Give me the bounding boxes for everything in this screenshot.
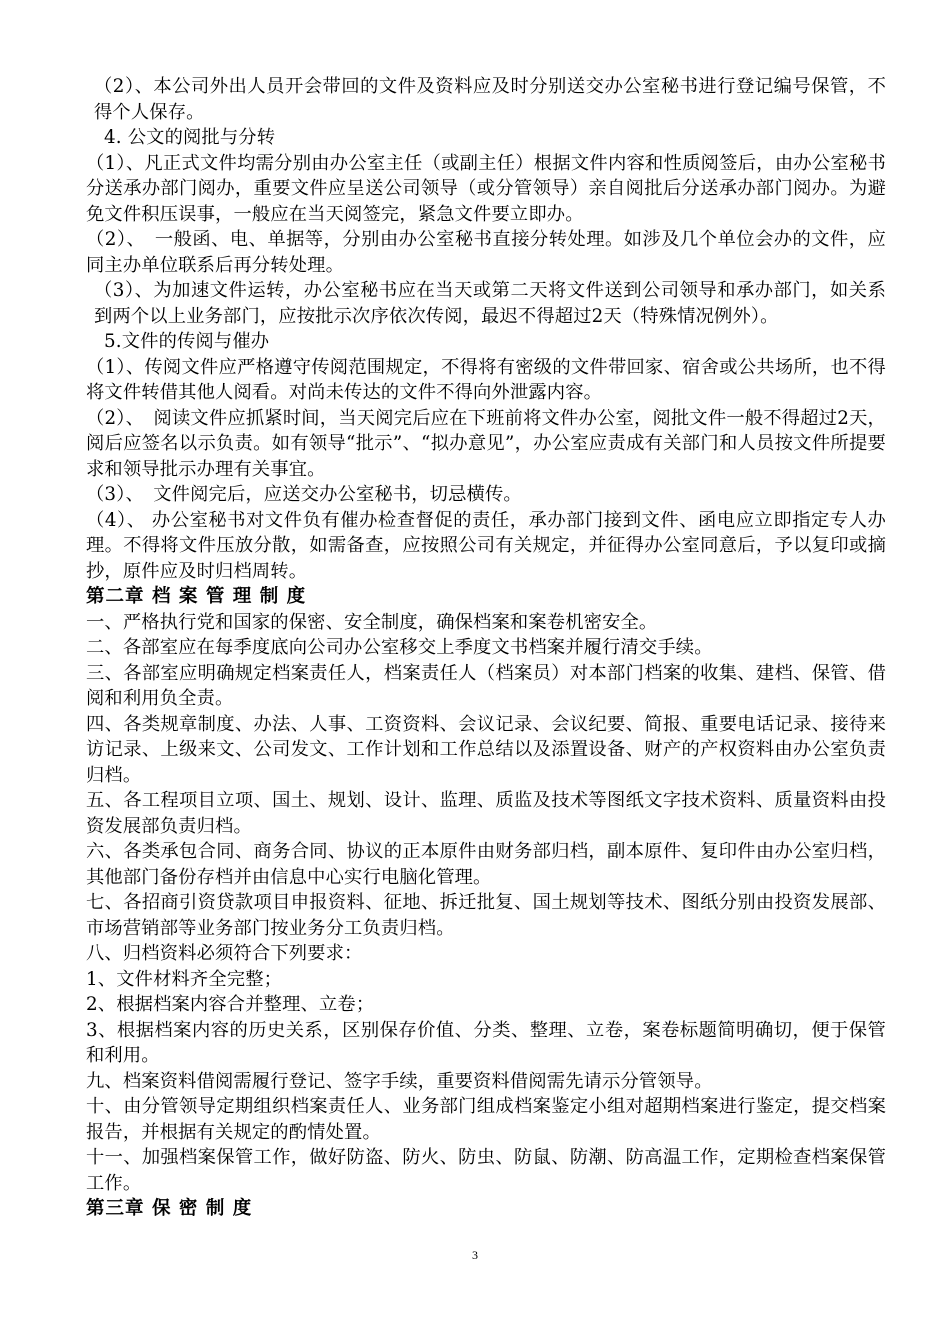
paragraph: （2）、本公司外出人员开会带回的文件及资料应及时分别送交办公室秘书进行登记编号保管，不得个人保存。 bbox=[94, 76, 886, 123]
paragraph: 1、文件材料齐全完整； bbox=[86, 968, 283, 990]
paragraph: 3、根据档案内容的历史关系，区别保存价值、分类、整理、立卷，案卷标题简明确切，便于保管和利用。 bbox=[86, 1019, 886, 1066]
paragraph: （2）、 阅读文件应抓紧时间，当天阅完后应在下班前将文件办公室，阅批文件一般不得超过2天，阅后应签名以示负责。如有领导“批示”、“拟办意见”，办公室应责成有关部门和人员按文件所提要求和领导批示办理有关事宜。 bbox=[86, 407, 886, 480]
paragraph: （3）、为加速文件运转，办公室秘书应在当天或第二天将文件送到公司领导和承办部门，如关系到两个以上业务部门，应按批示次序依次传阅，最迟不得超过2天（特殊情况例外）。 bbox=[94, 280, 886, 327]
paragraph: 六、各类承包合同、商务合同、协议的正本原件由财务部归档，副本原件、复印件由办公室归档，其他部门备份存档并由信息中心实行电脑化管理。 bbox=[86, 841, 886, 888]
paragraph: 5.文件的传阅与催办 bbox=[104, 331, 270, 352]
paragraph: 五、各工程项目立项、国土、规划、设计、监理、质监及技术等图纸文字技术资料、质量资料由投资发展部负责归档。 bbox=[86, 790, 886, 837]
paragraph: 七、各招商引资贷款项目申报资料、征地、拆迁批复、国土规划等技术、图纸分别由投资发展部、市场营销部等业务部门按业务分工负责归档。 bbox=[86, 892, 886, 939]
paragraph: 一、严格执行党和国家的保密、安全制度，确保档案和案卷机密安全。 bbox=[86, 611, 658, 633]
paragraph: 八、归档资料必须符合下列要求： bbox=[86, 943, 363, 964]
chapter-heading: 第三章 保 密 制 度 bbox=[86, 1198, 253, 1219]
page-number: 3 bbox=[472, 1248, 478, 1262]
paragraph: （3）、 文件阅完后，应送交办公室秘书，切忌横传。 bbox=[86, 484, 522, 505]
paragraph: 四、各类规章制度、办法、人事、工资资料、会议记录、会议纪要、简报、重要电话记录、接待来访记录、上级来文、公司发文、工作计划和工作总结以及添置设备、财产的产权资料由办公室负责归档。 bbox=[86, 713, 886, 786]
chapter-heading: 第二章 档 案 管 理 制 度 bbox=[86, 586, 307, 607]
paragraph: 十一、加强档案保管工作，做好防盗、防火、防虫、防鼠、防潮、防高温工作，定期检查档案保管工作。 bbox=[86, 1147, 886, 1194]
paragraph: （1）、传阅文件应严格遵守传阅范围规定，不得将有密级的文件带回家、宿舍或公共场所，也不得将文件转借其他人阅看。对尚未传达的文件不得向外泄露内容。 bbox=[86, 356, 886, 403]
document-body bbox=[86, 74, 886, 1222]
paragraph: 十、由分管领导定期组织档案责任人、业务部门组成档案鉴定小组对超期档案进行鉴定，提交档案报告，并根据有关规定的酌情处置。 bbox=[86, 1096, 886, 1143]
paragraph: 三、各部室应明确规定档案责任人，档案责任人（档案员）对本部门档案的收集、建档、保管、借阅和利用负全责。 bbox=[86, 662, 886, 709]
paragraph: 九、档案资料借阅需履行登记、签字手续，重要资料借阅需先请示分管领导。 bbox=[86, 1070, 713, 1092]
paragraph: 2、根据档案内容合并整理、立卷； bbox=[86, 994, 375, 1015]
paragraph: 二、各部室应在每季度底向公司办公室移交上季度文书档案并履行清交手续。 bbox=[86, 637, 713, 658]
paragraph: （1）、凡正式文件均需分别由办公室主任（或副主任）根据文件内容和性质阅签后，由办公室秘书分送承办部门阅办，重要文件应呈送公司领导（或分管领导）亲自阅批后分送承办部门阅办。为避免文件积压误事，一般应在当天阅签完，紧急文件要立即办。 bbox=[86, 152, 886, 225]
paragraph: （2）、 一般函、电、单据等，分别由办公室秘书直接分转处理。如涉及几个单位会办的文件，应同主办单位联系后再分转处理。 bbox=[86, 229, 886, 276]
paragraph: 4. 公文的阅批与分转 bbox=[104, 127, 276, 148]
paragraph: （4）、 办公室秘书对文件负有催办检查督促的责任，承办部门接到文件、函电应立即指定专人办理。不得将文件压放分散，如需备查，应按照公司有关规定，并征得办公室同意后，予以复印或摘抄，原件应及时归档周转。 bbox=[86, 509, 886, 582]
